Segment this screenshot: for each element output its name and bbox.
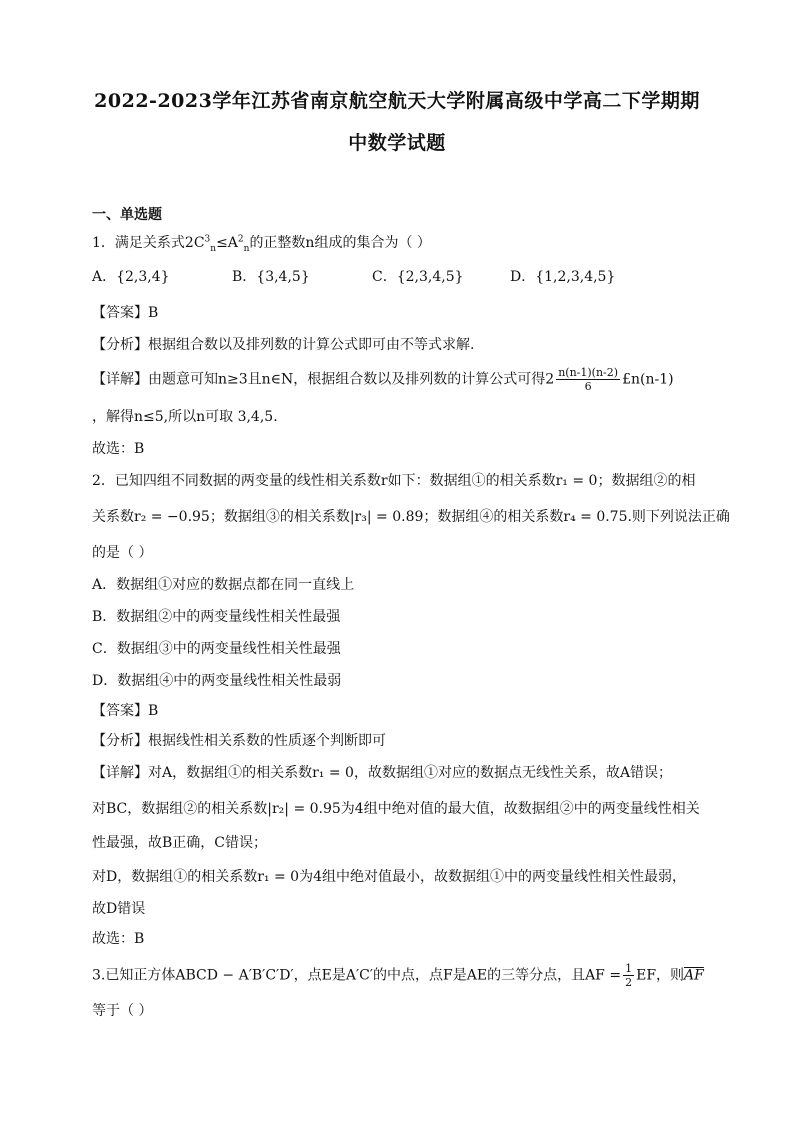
- q2-detail-line1: 【详解】对A，数据组①的相关系数r₁ = 0，故数据组①对应的数据点无线性关系，故A错误；: [92, 765, 673, 781]
- q1-answer: 【答案】B: [92, 305, 159, 321]
- q2-detail-line5: 故D错误: [92, 901, 146, 917]
- q2-option-c: C．数据组③中的两变量线性相关性最强: [92, 641, 341, 657]
- document-title-line2: 中数学试题: [348, 132, 446, 154]
- q2-detail-line3: 性最强，故B正确，C错误；: [92, 835, 267, 851]
- q3-stem-b: EF，则: [636, 967, 685, 984]
- q3-vector-af: $\overline{AF}$: [684, 967, 704, 984]
- q1-conclusion: 故选：B: [92, 441, 145, 457]
- q1-detail-fraction: [556, 366, 620, 393]
- q2-conclusion: 故选：B: [92, 931, 145, 947]
- q2-option-a: A．数据组①对应的数据点都在同一直线上: [92, 577, 355, 593]
- q1-stem-sub: n: [210, 243, 217, 254]
- q1-stem-end: 的正整数n组成的集合为（ ）: [249, 235, 431, 251]
- q1-stem-mid: ≤A: [216, 235, 238, 251]
- q1-stem-sub2: n: [243, 243, 250, 254]
- q2-option-b: B．数据组②中的两变量线性相关性最强: [92, 609, 341, 625]
- q2-stem-line1: 2．已知四组不同数据的两变量的线性相关系数r如下：数据组①的相关系数r₁ = 0；数据组②的相: [92, 473, 696, 489]
- q1-detail-a: 【详解】由题意可知n≥3且n∈N，根据组合数以及排列数的计算公式可得2: [92, 371, 555, 388]
- q1-detail-b: £n(n-1): [622, 371, 674, 388]
- q2-detail-line2: 对BC，数据组②的相关系数|r₂| = 0.95为4组中绝对值的最大值，故数据组②中的两变量线性相关: [92, 801, 700, 817]
- q3-frac-den: 2: [625, 976, 633, 989]
- q3-stem-line1: [92, 962, 704, 989]
- q1-stem-sup: 3: [204, 234, 211, 245]
- q1-frac-num: n(n-1)(n-2): [558, 366, 619, 379]
- q3-stem-a: 3.已知正方体ABCD − A′B′C′D′，点E是A′C′的中点，点F是AE的三等分点，且AF =: [92, 967, 622, 984]
- q1-stem-start: 1．满足关系式2C: [92, 235, 205, 251]
- q1-option-d: D．{1,2,3,4,5}: [510, 269, 616, 285]
- q1-option-b: B．{3,4,5}: [232, 269, 310, 285]
- q3-stem-line2: 等于（ ）: [92, 1003, 153, 1019]
- q2-stem-line2: 关系数r₂ = −0.95；数据组③的相关系数|r₃| = 0.89；数据组④的相关系数r₄ = 0.75.则下列说法正确: [92, 509, 730, 525]
- q1-option-c: C．{2,3,4,5}: [372, 269, 464, 285]
- q2-detail-line4: 对D，数据组①的相关系数r₁ = 0为4组中绝对值最小，故数据组①中的两变量线性相关性最弱，: [92, 869, 686, 885]
- section-heading: 一、单选题: [92, 207, 162, 223]
- q1-option-a: A．{2,3,4}: [92, 269, 170, 285]
- q1-detail: [92, 366, 674, 393]
- q1-stem: [92, 232, 431, 254]
- document-title-line1: 2022-2023学年江苏省南京航空航天大学附属高级中学高二下学期期: [94, 90, 700, 112]
- q1-detail-cont: ，解得n≤5,所以n可取 3,4,5.: [92, 409, 278, 425]
- q2-option-d: D．数据组④中的两变量线性相关性最弱: [92, 673, 342, 689]
- q2-analysis: 【分析】根据线性相关系数的性质逐个判断即可: [92, 733, 386, 749]
- q1-frac-den: 6: [584, 380, 592, 393]
- q1-analysis: 【分析】根据组合数以及排列数的计算公式即可由不等式求解.: [92, 337, 475, 353]
- q1-stem-sup2: 2: [237, 234, 244, 245]
- q2-stem-line3: 的是（ ）: [92, 545, 153, 561]
- q3-fraction: [623, 962, 634, 989]
- q3-frac-num: 1: [625, 962, 633, 975]
- q2-answer: 【答案】B: [92, 703, 159, 719]
